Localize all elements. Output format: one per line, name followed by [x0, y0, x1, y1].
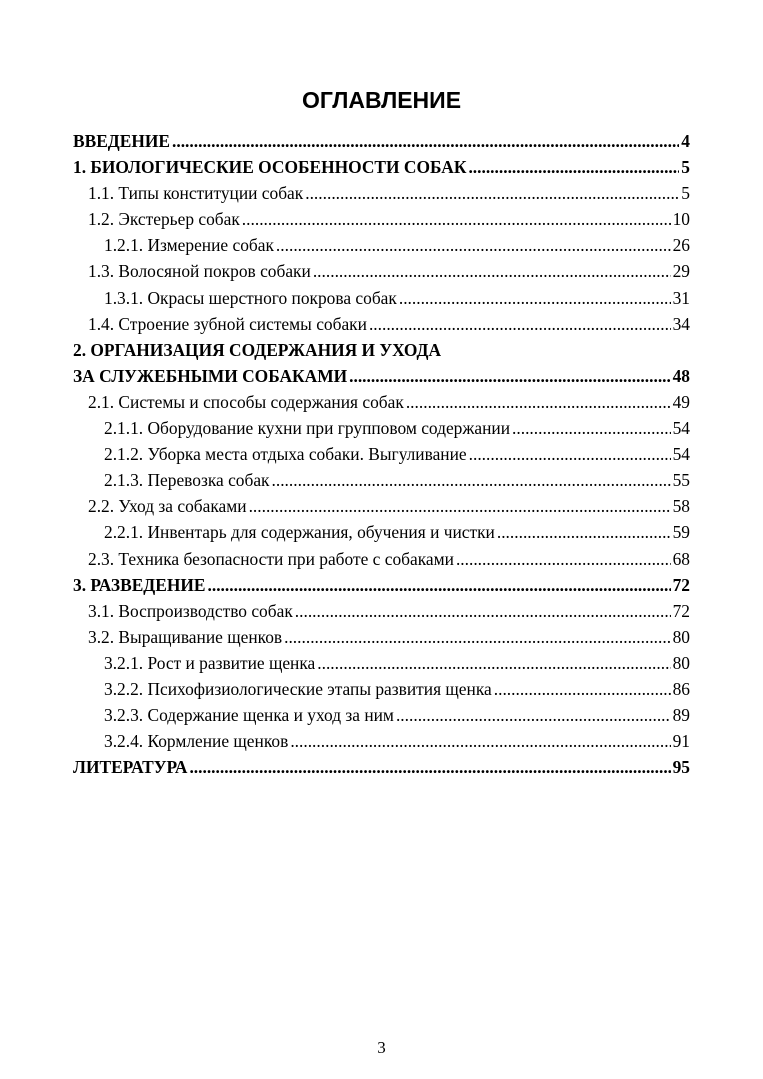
toc-entry-page: 54 [672, 444, 690, 465]
dot-leader [290, 728, 670, 754]
toc-entry[interactable] [73, 415, 690, 441]
toc-entry[interactable] [73, 154, 690, 180]
toc-entry-page: 86 [672, 678, 690, 699]
dot-leader [313, 258, 671, 284]
toc-entry-label: 2.1.1. Оборудование кухни при групповом содержании [104, 418, 511, 439]
toc-entry-label: 3.2.4. Кормление щенков [104, 731, 289, 752]
toc-entry-label: 1.2.1. Измерение собак [104, 235, 274, 256]
dot-leader [406, 389, 671, 415]
toc-entry-label: 2.1.3. Перевозка собак [104, 470, 270, 491]
toc-entry[interactable] [73, 285, 690, 311]
toc-entry[interactable] [73, 702, 690, 728]
toc-entry-label: 3.2.2. Психофизиологические этапы развития щенка [104, 678, 492, 699]
dot-leader [468, 154, 679, 180]
toc-entry-label: 2.1. Системы и способы содержания собак [88, 391, 404, 412]
toc-entry-page: 26 [672, 235, 690, 256]
dot-leader [317, 650, 670, 676]
toc-entry-label: 2.3. Техника безопасности при работе с собаками [88, 548, 454, 569]
dot-leader [172, 128, 679, 154]
toc-entry[interactable] [73, 754, 690, 780]
toc-entry-label: ВВЕДЕНИЕ [73, 131, 171, 151]
dot-leader [305, 180, 679, 206]
toc-entry-page: 31 [672, 287, 690, 308]
toc-entry-label: 3.1. Воспроизводство собак [88, 600, 293, 621]
toc-entry-page: 34 [672, 313, 690, 334]
toc-entry[interactable] [73, 258, 690, 284]
table-of-contents [73, 128, 690, 780]
dot-leader [369, 311, 671, 337]
toc-entry-page: 58 [672, 496, 690, 517]
toc-entry-label: 2.2. Уход за собаками [88, 496, 247, 517]
toc-entry-label: 1.3. Волосяной покров собаки [88, 261, 311, 282]
toc-entry[interactable] [73, 311, 690, 337]
toc-entry-label: 2. ОРГАНИЗАЦИЯ СОДЕРЖАНИЯ И УХОДА [73, 339, 442, 360]
toc-entry-page: 80 [672, 652, 690, 673]
toc-entry-page: 59 [672, 522, 690, 543]
toc-entry-page: 55 [672, 470, 690, 491]
dot-leader [242, 206, 671, 232]
dot-leader [249, 493, 671, 519]
toc-entry[interactable] [73, 650, 690, 676]
toc-entry-page: 54 [672, 418, 690, 439]
toc-entry-page: 4 [681, 131, 690, 151]
toc-entry-page: 89 [672, 705, 690, 726]
toc-entry[interactable] [73, 128, 690, 154]
toc-entry[interactable] [73, 676, 690, 702]
toc-entry-page: 49 [672, 391, 690, 412]
dot-leader [276, 232, 671, 258]
toc-entry-label: ЗА СЛУЖЕБНЫМИ СОБАКАМИ [73, 365, 348, 386]
toc-entry-heading-line[interactable] [73, 337, 690, 363]
dot-leader [295, 598, 671, 624]
toc-entry[interactable] [73, 546, 690, 572]
dot-leader [349, 363, 670, 389]
toc-entry[interactable] [73, 598, 690, 624]
page-title: ОГЛАВЛЕНИЕ [301, 87, 462, 113]
toc-entry-page: 10 [672, 209, 690, 230]
toc-entry-page: 72 [672, 600, 690, 621]
toc-entry-label: 3.2.1. Рост и развитие щенка [104, 652, 316, 673]
page-number: 3 [377, 1038, 386, 1057]
toc-entry[interactable] [73, 624, 690, 650]
toc-entry[interactable] [73, 441, 690, 467]
toc-entry[interactable] [73, 206, 690, 232]
toc-entry-page: 80 [672, 626, 690, 647]
toc-entry[interactable] [73, 232, 690, 258]
toc-entry-label: 3.2.3. Содержание щенка и уход за ним [104, 705, 394, 726]
toc-entry-page: 72 [672, 574, 690, 595]
dot-leader [272, 467, 671, 493]
toc-entry-label: 1.3.1. Окрасы шерстного покрова собак [104, 287, 397, 308]
toc-entry-label: 1.1. Типы конституции собак [88, 183, 304, 204]
dot-leader [456, 546, 671, 572]
toc-entry[interactable] [73, 389, 690, 415]
toc-entry-label: ЛИТЕРАТУРА [73, 757, 188, 778]
dot-leader [399, 285, 671, 311]
toc-entry-label: 2.2.1. Инвентарь для содержания, обучения и чистки [104, 522, 495, 543]
toc-entry-label: 1.4. Строение зубной системы собаки [88, 313, 367, 334]
toc-entry[interactable] [73, 180, 690, 206]
toc-entry-page: 95 [672, 757, 690, 778]
toc-entry[interactable] [73, 467, 690, 493]
toc-entry[interactable] [73, 363, 690, 389]
toc-entry[interactable] [73, 728, 690, 754]
toc-entry[interactable] [73, 493, 690, 519]
dot-leader [208, 572, 671, 598]
toc-entry-label: 3.2. Выращивание щенков [88, 626, 283, 647]
toc-entry-label: 1.2. Экстерьер собак [88, 209, 240, 230]
toc-entry-page: 5 [681, 157, 690, 178]
toc-entry-page: 48 [672, 365, 690, 386]
toc-entry-label: 2.1.2. Уборка места отдыха собаки. Выгуливание [104, 444, 467, 465]
toc-entry-page: 29 [672, 261, 690, 282]
toc-entry-page: 68 [672, 548, 690, 569]
dot-leader [512, 415, 671, 441]
toc-entry-label: 1. БИОЛОГИЧЕСКИЕ ОСОБЕННОСТИ СОБАК [73, 157, 467, 178]
dot-leader [494, 676, 671, 702]
dot-leader [396, 702, 671, 728]
toc-entry[interactable] [73, 519, 690, 545]
toc-entry-page: 5 [681, 183, 690, 204]
dot-leader [469, 441, 671, 467]
dot-leader [284, 624, 671, 650]
dot-leader [189, 754, 670, 780]
toc-entry-page: 91 [672, 731, 690, 752]
toc-entry-label: 3. РАЗВЕДЕНИЕ [73, 574, 206, 595]
dot-leader [497, 519, 671, 545]
toc-entry[interactable] [73, 572, 690, 598]
